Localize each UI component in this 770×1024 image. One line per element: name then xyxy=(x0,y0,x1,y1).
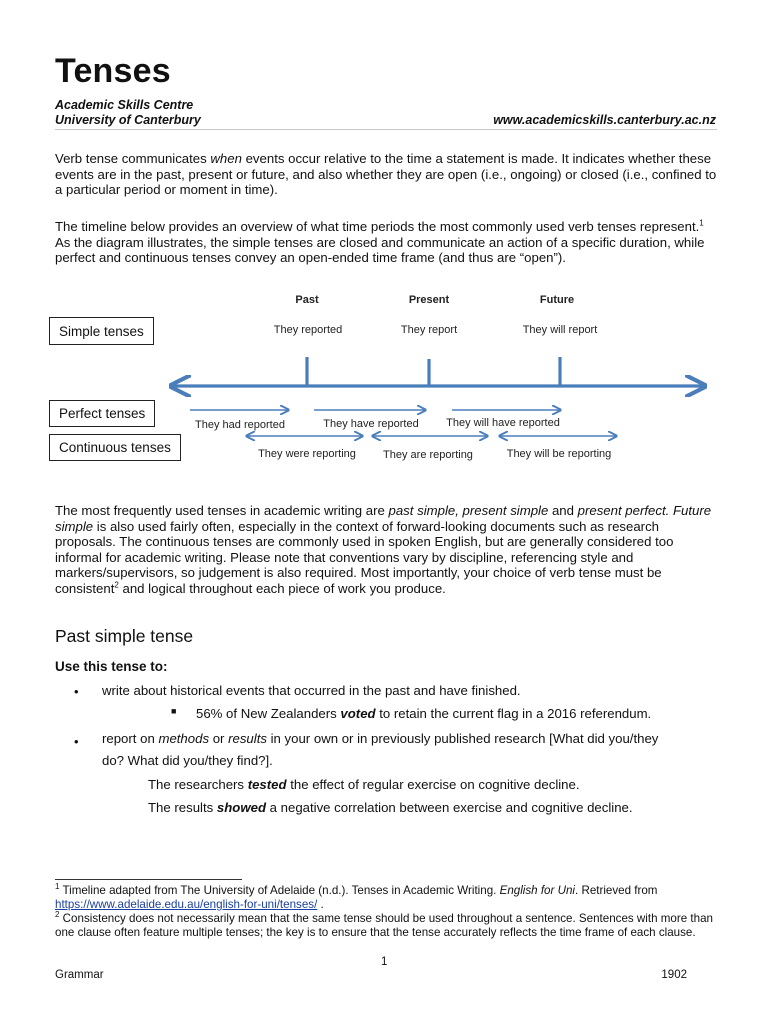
intro-paragraph-1: Verb tense communicates when events occur relative to the time a statement is made. It indicates whether these events are in the past, present or future, and also whether they are open (i.e., ongoing) or closed (i.e., confined to a particular period or moment in time). xyxy=(55,151,717,197)
continuous-future: They will be reporting xyxy=(506,448,612,460)
website-link[interactable]: www.academicskills.canterbury.ac.nz xyxy=(493,113,716,127)
body-paragraph: The most frequently used tenses in academic writing are past simple, present simple and present perfect. Future simple is also used fairly often, especially in the context of forward-looking documents such as research proposals. The continuous tenses are commonly used in spoken English, but are generally considered too informal for academic writing. Please note that conventions vary by discipline, referencing style and markers/supervisors, so judgement is also required. Most importantly, your choice of verb tense must be consistent$^2$ and logical throughout each piece of work you produce. xyxy=(55,503,712,596)
intro-paragraph-2: The timeline below provides an overview of what time periods the most commonly used verb tenses represent.$^1$ As the diagram illustrates, the simple tenses are closed and communicate an action of a specific duration, while perfect and continuous tenses convey an open-ended time frame (and thus are “open”). xyxy=(55,218,705,265)
perfect-present: They have reported xyxy=(323,418,419,430)
continuous-past: They were reporting xyxy=(258,448,356,460)
bullet-2-continued: do? What did you/they find?]. xyxy=(102,753,273,768)
perfect-tenses-label: Perfect tenses xyxy=(49,400,155,427)
page-number: 1 xyxy=(381,956,388,968)
bullet-2: report on methods or results in your own or in previously published research [What did you/they xyxy=(102,731,659,746)
header-divider xyxy=(55,129,717,130)
footer-right: 1902 xyxy=(661,969,687,981)
footnote-2: $^2$ Consistency does not necessarily mean that the same tense should be used throughout a sentence. Sentences with more than one clause often feature multiple tenses; the key is to ensure that the tense accurately reflects the time frame of each clause. xyxy=(55,910,713,939)
use-label: Use this tense to: xyxy=(55,659,168,674)
simple-future: They will report xyxy=(522,324,598,336)
simple-tenses-label: Simple tenses xyxy=(49,317,154,345)
simple-present: They report xyxy=(400,324,458,336)
bullet-dot-2: • xyxy=(74,734,79,749)
bullet-1: write about historical events that occurred in the past and have finished. xyxy=(102,683,521,698)
page-title: Tenses xyxy=(55,52,171,90)
section-heading: Past simple tense xyxy=(55,626,194,646)
square-bullet: ■ xyxy=(171,706,177,716)
footnote-1: $^1$ Timeline adapted from The University of Adelaide (n.d.). Tenses in Academic Writing. English for Uni. Retrieved from https://www.adelaide.edu.au/english-for-uni/tenses/ . xyxy=(55,882,658,911)
header-future: Future xyxy=(539,294,575,306)
continuous-tenses-label: Continuous tenses xyxy=(49,434,181,461)
header-present: Present xyxy=(408,294,450,306)
header-past: Past xyxy=(295,294,319,306)
centre-name: Academic Skills Centre xyxy=(55,98,194,112)
sub-bullet-1: 56% of New Zealanders voted to retain the current flag in a 2016 referendum. xyxy=(196,706,652,721)
example-1: The researchers tested the effect of regular exercise on cognitive decline. xyxy=(148,777,580,792)
footnote-divider xyxy=(55,879,242,880)
perfect-future: They will have reported xyxy=(446,417,560,429)
continuous-present: They are reporting xyxy=(383,449,473,461)
university-name: University of Canterbury xyxy=(55,113,201,127)
footer-left: Grammar xyxy=(55,969,104,981)
perfect-past: They had reported xyxy=(195,419,285,431)
footnote-1-link[interactable]: https://www.adelaide.edu.au/english-for-uni/tenses/ xyxy=(55,898,318,911)
simple-past: They reported xyxy=(273,324,343,336)
bullet-dot-1: • xyxy=(74,684,79,699)
example-2: The results showed a negative correlation between exercise and cognitive decline. xyxy=(148,800,633,815)
